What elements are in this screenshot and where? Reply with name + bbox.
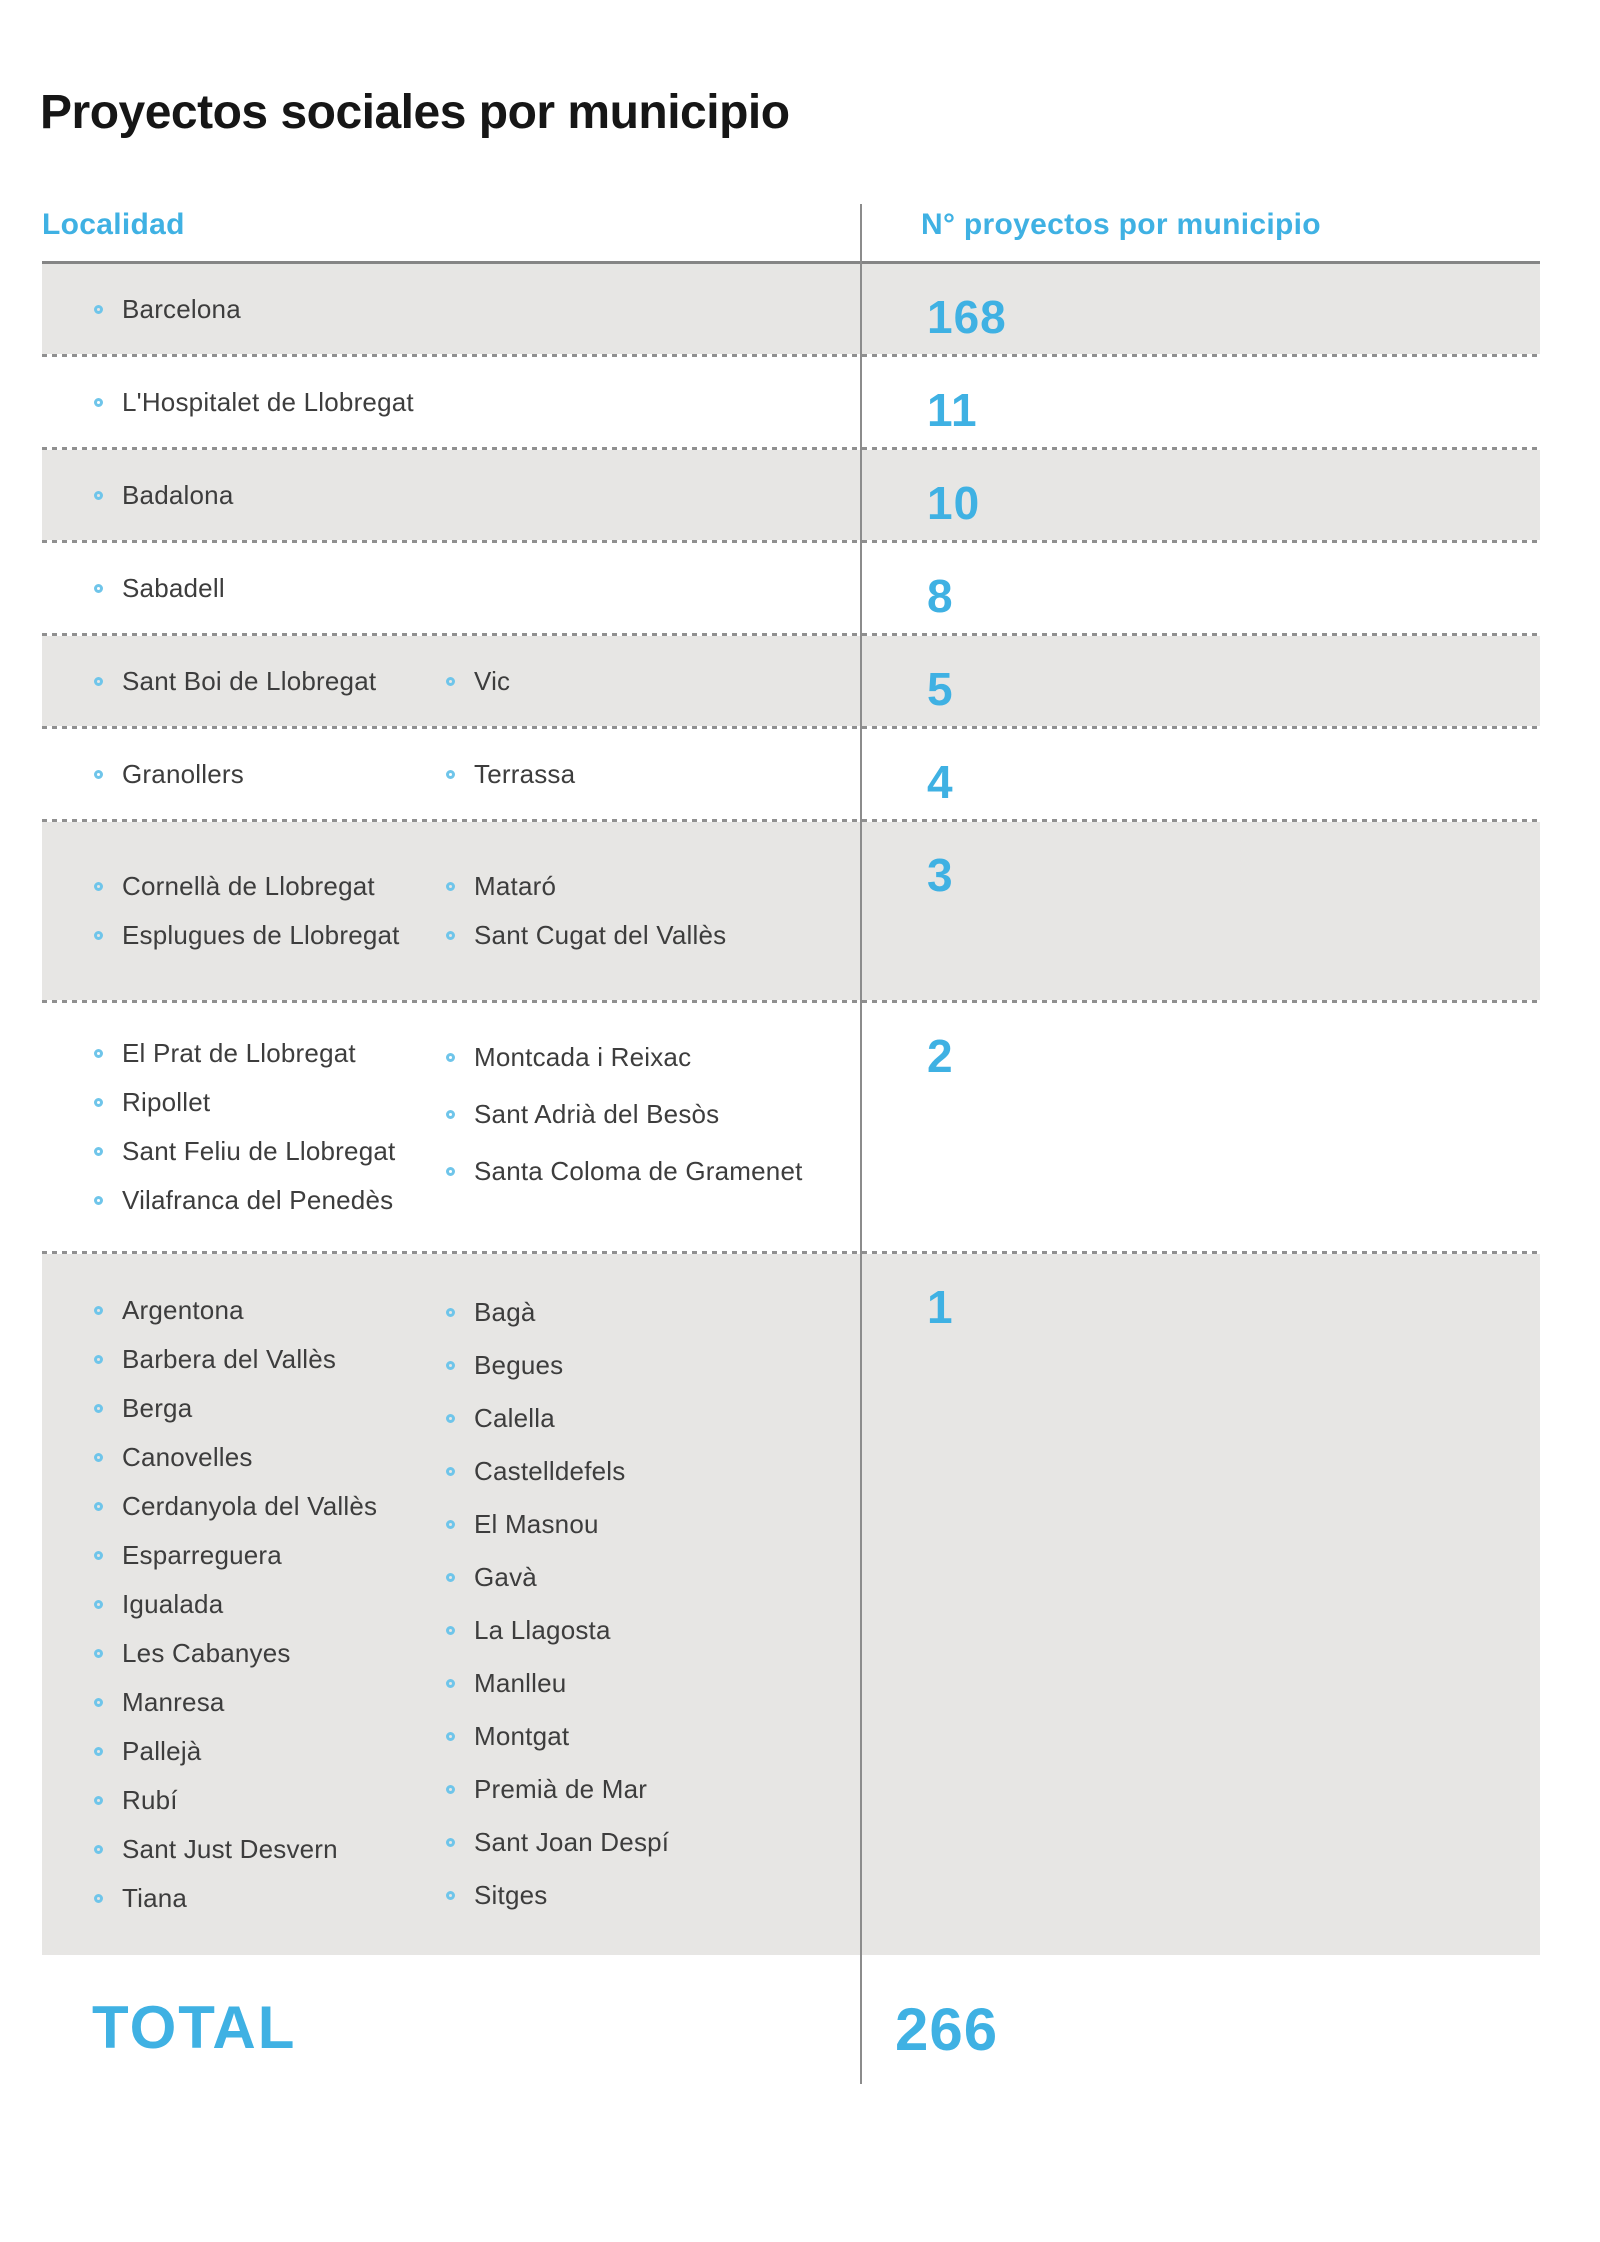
municipality-label: Sant Feliu de Llobregat (122, 1136, 396, 1166)
municipality-label: Esplugues de Llobregat (122, 920, 400, 950)
bullet-circle-icon (446, 1679, 455, 1688)
bullet-circle-icon (94, 1196, 103, 1205)
municipality-label: Sant Joan Despí (474, 1827, 670, 1857)
municipality-label: Rubí (122, 1785, 178, 1815)
bullet-circle-icon (94, 882, 103, 891)
localidad-cell (42, 1003, 862, 1251)
municipality-item (94, 1127, 446, 1176)
municipality-label: Montcada i Reixac (474, 1042, 692, 1072)
municipality-item (94, 1776, 446, 1825)
municipality-item (94, 1335, 446, 1384)
bullet-circle-icon (94, 305, 103, 314)
municipality-item (94, 862, 446, 911)
row-value: 10 (927, 477, 981, 529)
municipality-label: Esparreguera (122, 1540, 282, 1570)
municipality-item (94, 1874, 446, 1923)
localidad-cell (42, 822, 862, 1000)
municipality-label: El Masnou (474, 1509, 599, 1539)
table-row (42, 264, 1540, 354)
municipality-item (446, 1604, 862, 1657)
municipality-label: Vilafranca del Penedès (122, 1185, 394, 1215)
municipality-label: Ripollet (122, 1087, 211, 1117)
bullet-circle-icon (446, 1361, 455, 1370)
table-row (42, 543, 1540, 633)
municipality-label: Barcelona (122, 293, 241, 324)
row-value: 8 (927, 570, 954, 622)
municipality-item (446, 1657, 862, 1710)
bullet-circle-icon (446, 1785, 455, 1794)
municipality-item (446, 758, 862, 790)
municipality-label: Sant Boi de Llobregat (122, 665, 377, 696)
row-value: 11 (927, 384, 978, 436)
municipality-item (446, 1339, 862, 1392)
municipality-item (446, 911, 862, 960)
municipality-item (94, 1029, 446, 1078)
municipality-item (94, 386, 446, 418)
table-body (42, 264, 1540, 1955)
municipality-item (446, 1551, 862, 1604)
bullet-circle-icon (446, 770, 455, 779)
municipality-label: Sant Adrià del Besòs (474, 1099, 720, 1129)
localidad-cell (42, 357, 862, 447)
bullet-circle-icon (446, 882, 455, 891)
row-value: 3 (927, 849, 954, 901)
table-row (42, 357, 1540, 447)
bullet-circle-icon (94, 584, 103, 593)
total-value: 266 (895, 1996, 999, 2063)
localidad-cell (42, 1254, 862, 1955)
municipality-item (94, 1531, 446, 1580)
bullet-circle-icon (446, 1520, 455, 1529)
proyectos-cell (862, 1254, 1540, 1955)
municipality-item (94, 1825, 446, 1874)
bullet-circle-icon (94, 1404, 103, 1413)
municipality-item (94, 1384, 446, 1433)
bullet-circle-icon (94, 1698, 103, 1707)
municipality-item (94, 911, 446, 960)
table-row (42, 636, 1540, 726)
bullet-circle-icon (446, 1414, 455, 1423)
proyectos-cell (862, 450, 1540, 540)
municipality-label: Badalona (122, 479, 234, 510)
municipality-label: Cerdanyola del Vallès (122, 1491, 378, 1521)
table-row (42, 450, 1540, 540)
municipality-label: La Llagosta (474, 1615, 611, 1645)
bullet-circle-icon (94, 491, 103, 500)
municipality-label: Cornellà de Llobregat (122, 871, 375, 901)
municipality-item (94, 1580, 446, 1629)
proyectos-cell (862, 1003, 1540, 1251)
proyectos-cell (862, 636, 1540, 726)
bullet-circle-icon (94, 1551, 103, 1560)
bullet-circle-icon (94, 1147, 103, 1156)
municipality-item (94, 1678, 446, 1727)
proyectos-cell (862, 822, 1540, 1000)
proyectos-cell (862, 543, 1540, 633)
total-row (42, 1955, 1540, 2112)
municipality-item (446, 1763, 862, 1816)
bullet-circle-icon (446, 677, 455, 686)
municipality-label: Santa Coloma de Gramenet (474, 1156, 803, 1186)
bullet-circle-icon (446, 1891, 455, 1900)
bullet-circle-icon (446, 1732, 455, 1741)
municipality-label: Tiana (122, 1883, 188, 1913)
bullet-circle-icon (94, 1845, 103, 1854)
row-value: 1 (927, 1281, 954, 1333)
column-header-localidad: Localidad (42, 208, 185, 241)
municipality-item (446, 1086, 862, 1143)
municipality-item (94, 572, 446, 604)
municipality-label: Bagà (474, 1297, 536, 1327)
municipality-label: Begues (474, 1350, 564, 1380)
bullet-circle-icon (446, 1573, 455, 1582)
municipality-item (446, 862, 862, 911)
municipality-item (94, 1286, 446, 1335)
table-row (42, 822, 1540, 1000)
bullet-circle-icon (446, 931, 455, 940)
municipality-item (446, 1286, 862, 1339)
municipality-label: Igualada (122, 1589, 224, 1619)
bullet-circle-icon (94, 1306, 103, 1315)
municipality-item (94, 1078, 446, 1127)
municipality-item (446, 1869, 862, 1922)
municipality-label: Sant Just Desvern (122, 1834, 338, 1864)
bullet-circle-icon (94, 1796, 103, 1805)
bullet-circle-icon (446, 1838, 455, 1847)
bullet-circle-icon (94, 1502, 103, 1511)
bullet-circle-icon (446, 1110, 455, 1119)
municipality-item (446, 1816, 862, 1869)
municipality-item (94, 665, 446, 697)
municipality-label: Sant Cugat del Vallès (474, 920, 727, 950)
municipality-label: Pallejà (122, 1736, 202, 1766)
municipality-item (94, 1727, 446, 1776)
table-row (42, 1254, 1540, 1955)
municipality-label: Manresa (122, 1687, 225, 1717)
municipality-item (446, 1029, 862, 1086)
bullet-circle-icon (446, 1626, 455, 1635)
column-header-num-proyectos: N° proyectos por municipio (921, 208, 1321, 241)
table-row (42, 1003, 1540, 1251)
bullet-circle-icon (94, 931, 103, 940)
municipality-label: Vic (474, 665, 511, 696)
municipality-label: Premià de Mar (474, 1774, 648, 1804)
municipality-item (446, 1710, 862, 1763)
localidad-cell (42, 450, 862, 540)
bullet-circle-icon (446, 1308, 455, 1317)
municipality-item (446, 1392, 862, 1445)
localidad-cell (42, 264, 862, 354)
proyectos-cell (862, 729, 1540, 819)
municipality-label: Granollers (122, 758, 244, 789)
column-divider-line (860, 204, 862, 2084)
localidad-cell (42, 543, 862, 633)
proyectos-cell (862, 264, 1540, 354)
proyectos-cell (862, 357, 1540, 447)
municipality-label: Mataró (474, 871, 557, 901)
bullet-circle-icon (94, 1049, 103, 1058)
municipality-item (446, 1143, 862, 1200)
municipality-label: L'Hospitalet de Llobregat (122, 386, 414, 417)
bullet-circle-icon (94, 1355, 103, 1364)
row-value: 168 (927, 291, 1007, 343)
municipality-label: Gavà (474, 1562, 537, 1592)
bullet-circle-icon (446, 1467, 455, 1476)
row-value: 2 (927, 1030, 954, 1082)
bullet-circle-icon (94, 1894, 103, 1903)
municipality-item (446, 1445, 862, 1498)
municipality-label: Manlleu (474, 1668, 567, 1698)
bullet-circle-icon (446, 1053, 455, 1062)
municipality-item (94, 293, 446, 325)
municipality-label: Canovelles (122, 1442, 253, 1472)
municipality-label: El Prat de Llobregat (122, 1038, 356, 1068)
bullet-circle-icon (94, 1098, 103, 1107)
municipality-item (446, 1498, 862, 1551)
municipality-item (94, 758, 446, 790)
municipality-label: Berga (122, 1393, 193, 1423)
municipality-label: Sabadell (122, 572, 225, 603)
municipality-item (94, 1433, 446, 1482)
table-header (42, 204, 1540, 264)
municipality-label: Montgat (474, 1721, 570, 1751)
bullet-circle-icon (94, 398, 103, 407)
municipality-label: Sitges (474, 1880, 548, 1910)
municipality-item (94, 1629, 446, 1678)
municipality-label: Calella (474, 1403, 555, 1433)
table-row (42, 729, 1540, 819)
municipality-item (94, 1176, 446, 1225)
bullet-circle-icon (94, 1600, 103, 1609)
municipality-label: Terrassa (474, 758, 576, 789)
bullet-circle-icon (94, 770, 103, 779)
municipality-label: Castelldefels (474, 1456, 626, 1486)
municipality-item (446, 665, 862, 697)
municipality-label: Barbera del Vallès (122, 1344, 337, 1374)
municipality-item (94, 1482, 446, 1531)
municipality-label: Argentona (122, 1295, 244, 1325)
row-value: 5 (927, 663, 954, 715)
page-title: Proyectos sociales por municipio (40, 86, 790, 139)
row-value: 4 (927, 756, 954, 808)
bullet-circle-icon (446, 1167, 455, 1176)
bullet-circle-icon (94, 1747, 103, 1756)
municipality-item (94, 479, 446, 511)
projects-table (42, 204, 1540, 2112)
bullet-circle-icon (94, 677, 103, 686)
municipality-label: Les Cabanyes (122, 1638, 291, 1668)
localidad-cell (42, 636, 862, 726)
bullet-circle-icon (94, 1453, 103, 1462)
total-label: TOTAL (92, 1994, 297, 2061)
bullet-circle-icon (94, 1649, 103, 1658)
localidad-cell (42, 729, 862, 819)
